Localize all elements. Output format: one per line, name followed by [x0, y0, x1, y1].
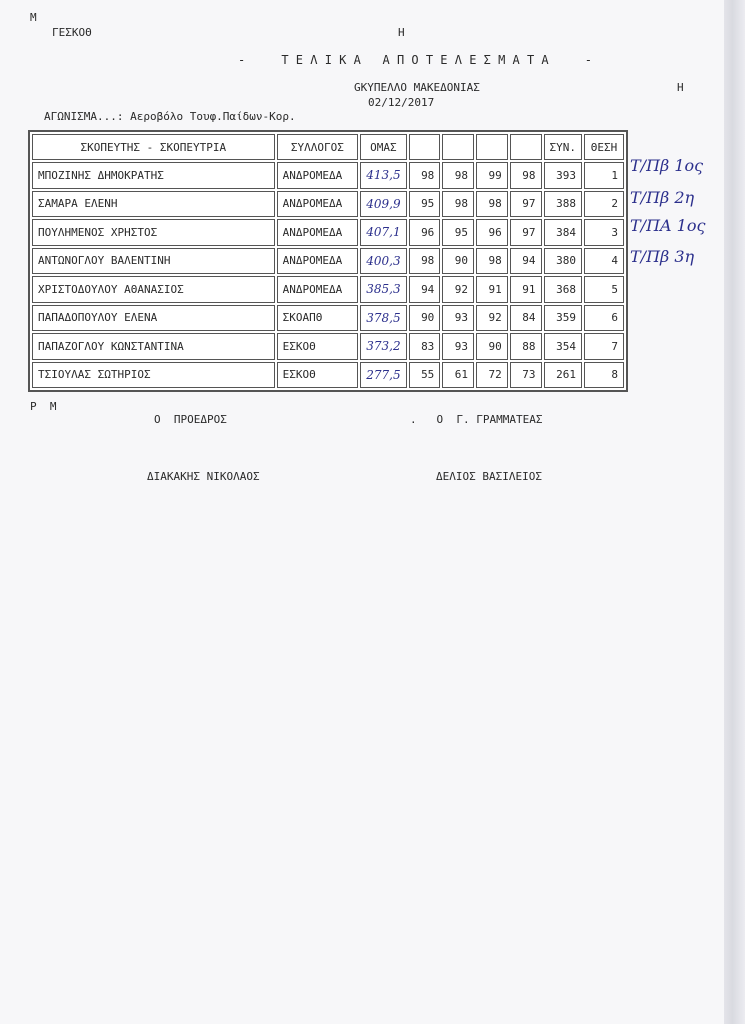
col-header-series-3: [476, 134, 508, 160]
competition-date: 02/12/2017: [368, 96, 435, 109]
total-score-cell: 384: [544, 219, 583, 246]
table-row: [32, 191, 624, 218]
total-score-cell: 354: [544, 333, 583, 360]
club-name-cell: ΑΝΔΡΟΜΕΔΑ: [277, 191, 359, 218]
series-4-cell: 91: [510, 276, 542, 303]
series-3-cell: 98: [476, 191, 508, 218]
club-name-cell: ΑΝΔΡΟΜΕΔΑ: [277, 248, 359, 275]
total-score-cell: 359: [544, 305, 583, 332]
results-table: [28, 130, 628, 392]
secretary-title: . Ο Γ. ΓΡΑΜΜΑΤΕΑΣ: [410, 413, 543, 426]
col-header-series-2: [442, 134, 474, 160]
team-score-cell: 400,3: [360, 248, 406, 275]
handwritten-note: Τ/ΠΑ 1ος: [630, 216, 706, 235]
shooter-name-cell: ΜΠΟΖΙΝΗΣ ΔΗΜΟΚΡΑΤΗΣ: [32, 162, 275, 189]
table-row: [32, 333, 624, 360]
team-score-cell: 413,5: [360, 162, 406, 189]
series-1-cell: 90: [409, 305, 441, 332]
club-name-cell: ΑΝΔΡΟΜΕΔΑ: [277, 162, 359, 189]
series-1-cell: 95: [409, 191, 441, 218]
series-2-cell: 98: [442, 191, 474, 218]
president-title: Ο ΠΡΟΕΔΡΟΣ: [154, 413, 227, 426]
series-2-cell: 98: [442, 162, 474, 189]
table-row: [32, 276, 624, 303]
place-cell: 6: [584, 305, 624, 332]
table-row: [32, 305, 624, 332]
series-3-cell: 98: [476, 248, 508, 275]
series-2-cell: 90: [442, 248, 474, 275]
table-row: [32, 248, 624, 275]
series-4-cell: 97: [510, 191, 542, 218]
competition-name: GKYΠΕΛΛΟ ΜΑΚΕΔΟΝΙΑΣ: [354, 81, 480, 94]
mark-h-right: H: [677, 81, 684, 94]
col-header-club: ΣΥΛΛΟΓΟΣ: [277, 134, 359, 160]
series-1-cell: 98: [409, 162, 441, 189]
club-name-cell: ΕΣΚΟΘ: [277, 333, 359, 360]
series-1-cell: 98: [409, 248, 441, 275]
team-score-cell: 409,9: [360, 191, 406, 218]
club-name-cell: ΣΚΟΑΠΘ: [277, 305, 359, 332]
shooter-name-cell: ΠΟΥΛΗΜΕΝΟΣ ΧΡΗΣΤΟΣ: [32, 219, 275, 246]
handwritten-note: Τ/Πβ 1ος: [630, 156, 704, 175]
place-cell: 5: [584, 276, 624, 303]
series-1-cell: 55: [409, 362, 441, 389]
place-cell: 2: [584, 191, 624, 218]
event-name: ΑΓΩΝΙΣΜΑ...: Αεροβόλο Τουφ.Παίδων-Κορ.: [44, 110, 296, 123]
handwritten-note: Τ/Πβ 2η: [630, 188, 695, 207]
table-row: [32, 362, 624, 389]
series-2-cell: 95: [442, 219, 474, 246]
table-row: [32, 162, 624, 189]
shooter-name-cell: ΤΣΙΟΥΛΑΣ ΣΩΤΗΡΙΟΣ: [32, 362, 275, 389]
team-score-cell: 373,2: [360, 333, 406, 360]
handwritten-note: Τ/Πβ 3η: [630, 247, 695, 266]
place-cell: 8: [584, 362, 624, 389]
series-2-cell: 93: [442, 333, 474, 360]
series-3-cell: 96: [476, 219, 508, 246]
col-header-team: ΟΜΑΣ: [360, 134, 406, 160]
series-3-cell: 91: [476, 276, 508, 303]
series-2-cell: 92: [442, 276, 474, 303]
mark-h-top: H: [398, 26, 405, 39]
org-name: ΓΕΣΚΟΘ: [52, 26, 92, 39]
total-score-cell: 261: [544, 362, 583, 389]
secretary-name: ΔΕΛΙΟΣ ΒΑΣΙΛΕΙΟΣ: [436, 470, 542, 483]
place-cell: 3: [584, 219, 624, 246]
footer-marks: P M: [30, 400, 57, 413]
mark-m: M: [30, 11, 37, 24]
paper-edge: [724, 0, 745, 1024]
team-score-cell: 378,5: [360, 305, 406, 332]
table-row: [32, 219, 624, 246]
club-name-cell: ΕΣΚΟΘ: [277, 362, 359, 389]
series-4-cell: 73: [510, 362, 542, 389]
team-score-cell: 407,1: [360, 219, 406, 246]
series-1-cell: 94: [409, 276, 441, 303]
president-name: ΔΙΑΚΑΚΗΣ ΝΙΚΟΛΑΟΣ: [147, 470, 260, 483]
series-3-cell: 99: [476, 162, 508, 189]
col-header-series-1: [409, 134, 441, 160]
col-header-place: ΘΕΣΗ: [584, 134, 624, 160]
col-header-shooter: ΣΚΟΠΕΥΤΗΣ - ΣΚΟΠΕΥΤΡΙΑ: [32, 134, 275, 160]
club-name-cell: ΑΝΔΡΟΜΕΔΑ: [277, 219, 359, 246]
team-score-cell: 385,3: [360, 276, 406, 303]
col-header-series-4: [510, 134, 542, 160]
series-1-cell: 96: [409, 219, 441, 246]
total-score-cell: 368: [544, 276, 583, 303]
series-4-cell: 88: [510, 333, 542, 360]
team-score-cell: 277,5: [360, 362, 406, 389]
shooter-name-cell: ΣΑΜΑΡΑ ΕΛΕΝΗ: [32, 191, 275, 218]
series-2-cell: 61: [442, 362, 474, 389]
shooter-name-cell: ΠΑΠΑΖΟΓΛΟΥ ΚΩΝΣΤΑΝΤΙΝΑ: [32, 333, 275, 360]
series-3-cell: 90: [476, 333, 508, 360]
shooter-name-cell: ΠΑΠΑΔΟΠΟΥΛΟΥ ΕΛΕΝΑ: [32, 305, 275, 332]
shooter-name-cell: ΑΝΤΩΝΟΓΛΟΥ ΒΑΛΕΝΤΙΝΗ: [32, 248, 275, 275]
series-4-cell: 97: [510, 219, 542, 246]
total-score-cell: 393: [544, 162, 583, 189]
place-cell: 7: [584, 333, 624, 360]
place-cell: 4: [584, 248, 624, 275]
shooter-name-cell: ΧΡΙΣΤΟΔΟΥΛΟΥ ΑΘΑΝΑΣΙΟΣ: [32, 276, 275, 303]
series-4-cell: 84: [510, 305, 542, 332]
series-4-cell: 94: [510, 248, 542, 275]
total-score-cell: 380: [544, 248, 583, 275]
col-header-total: ΣΥΝ.: [544, 134, 583, 160]
series-2-cell: 93: [442, 305, 474, 332]
series-3-cell: 72: [476, 362, 508, 389]
total-score-cell: 388: [544, 191, 583, 218]
table-header-row: [32, 134, 624, 160]
series-3-cell: 92: [476, 305, 508, 332]
series-4-cell: 98: [510, 162, 542, 189]
series-1-cell: 83: [409, 333, 441, 360]
place-cell: 1: [584, 162, 624, 189]
club-name-cell: ΑΝΔΡΟΜΕΔΑ: [277, 276, 359, 303]
page-title: - Τ Ε Λ Ι Κ Α Α Π Ο Τ Ε Λ Ε Σ Μ Α Τ Α -: [238, 53, 593, 67]
